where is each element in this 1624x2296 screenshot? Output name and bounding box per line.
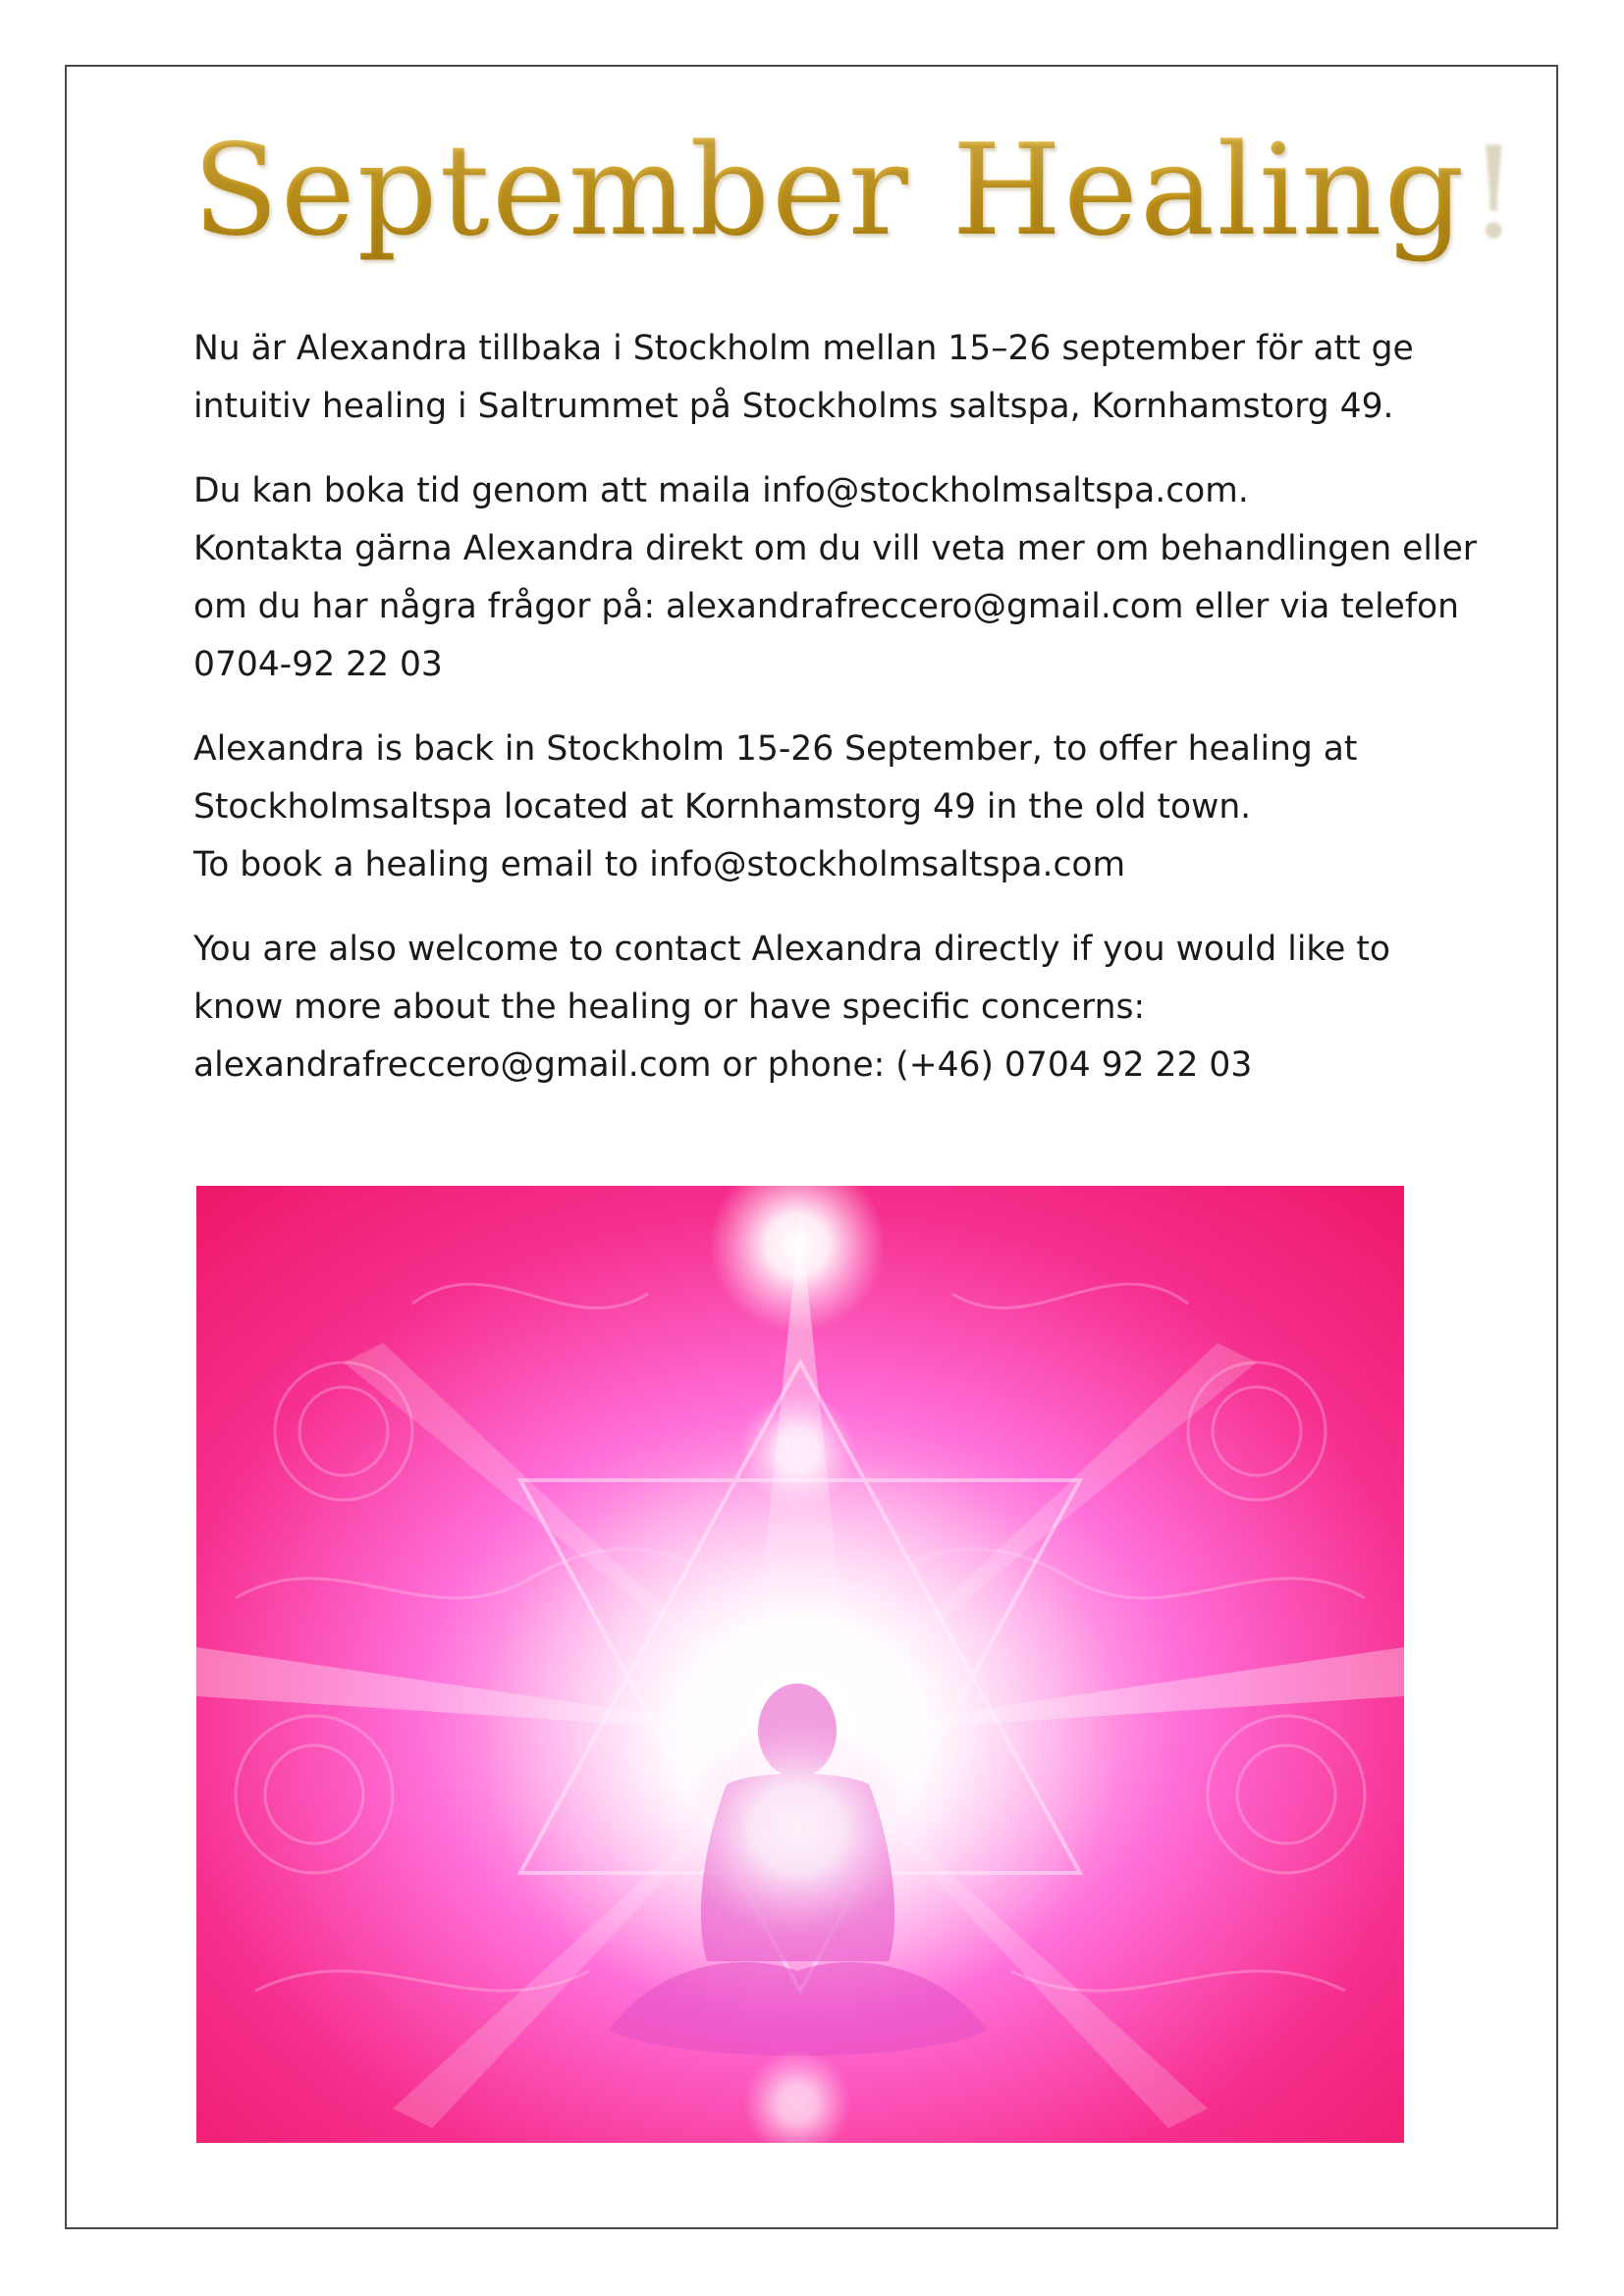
text-line: 0704-92 22 03 — [193, 645, 443, 684]
meditation-artwork — [196, 1186, 1404, 2143]
text-line: om du har några frågor på: alexandrafreccero@gmail.com eller via telefon — [193, 587, 1460, 626]
text-line: Du kan boka tid genom att maila info@stockholmsaltspa.com. — [193, 471, 1249, 510]
paragraph-swedish-intro — [193, 320, 1470, 436]
text-line: Alexandra is back in Stockholm 15-26 September, to offer healing at — [193, 729, 1358, 769]
upper-star — [738, 1392, 856, 1510]
heart-light — [679, 1721, 915, 1937]
text-line: Nu är Alexandra tillbaka i Stockholm mellan 15–26 september för att ge — [193, 329, 1414, 368]
paragraph-english-contact — [193, 921, 1470, 1095]
meditation-illustration — [196, 1186, 1404, 2143]
text-line: Kontakta gärna Alexandra direkt om du vill veta mer om behandlingen eller — [193, 529, 1477, 568]
text-line: intuitiv healing i Saltrummet på Stockholms saltspa, Kornhamstorg 49. — [193, 387, 1394, 426]
text-line: alexandrafreccero@gmail.com or phone: (+46) 0704 92 22 03 — [193, 1045, 1253, 1085]
paragraph-swedish-booking — [193, 462, 1477, 694]
paragraph-english-intro — [193, 721, 1470, 894]
page-title: September Healing! — [192, 118, 1519, 264]
text-line: To book a healing email to info@stockholmsaltspa.com — [193, 845, 1126, 884]
text-line: know more about the healing or have specific concerns: — [193, 988, 1146, 1027]
text-line: Stockholmsaltspa located at Kornhamstorg 49 in the old town. — [193, 787, 1252, 827]
text-line: You are also welcome to contact Alexandra directly if you would like to — [193, 930, 1391, 969]
flyer-body — [193, 320, 1477, 1121]
